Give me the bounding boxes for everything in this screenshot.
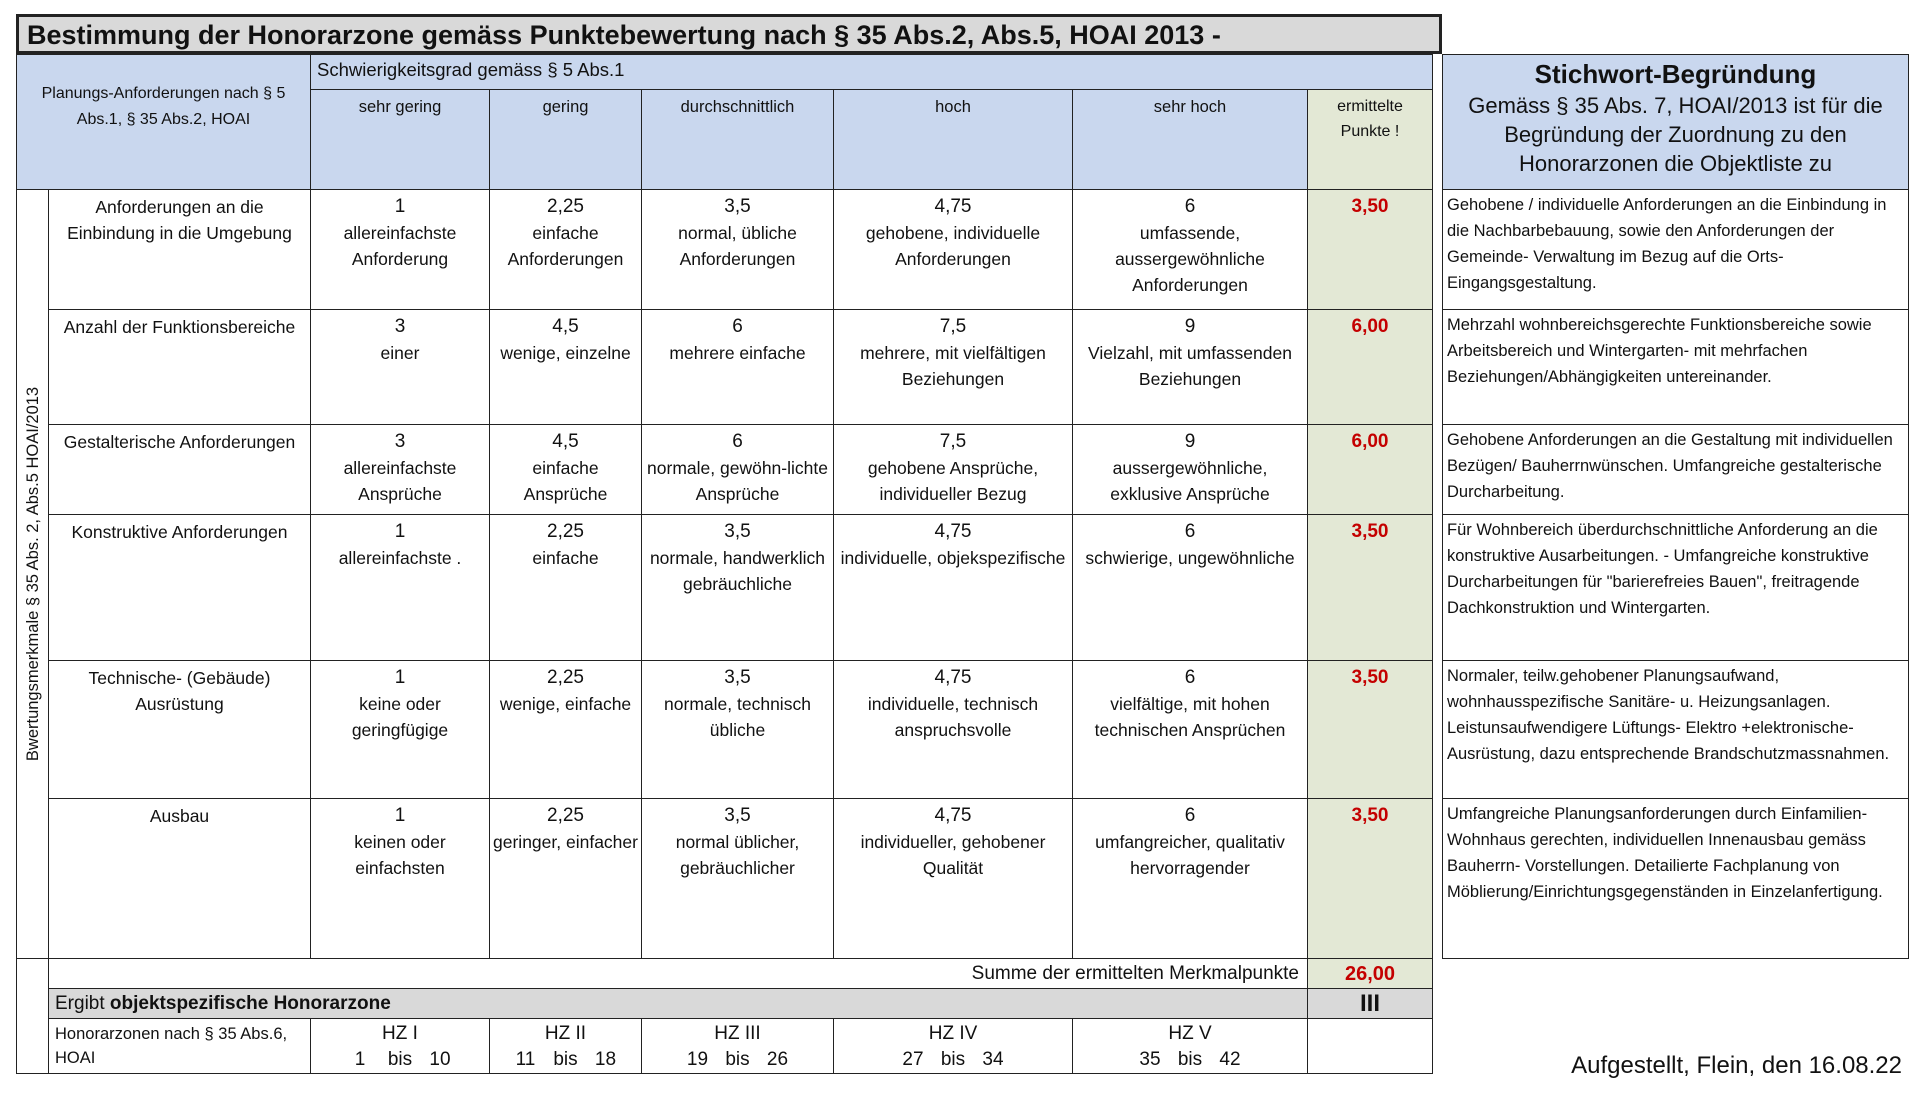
rating-cell: [490, 661, 642, 799]
row-label: Anzahl der Funktionsbereiche: [49, 310, 311, 425]
honorarzone-cell: [642, 1019, 834, 1074]
rating-points: 1: [394, 805, 406, 826]
rating-cell: [642, 515, 834, 661]
range-bis: bis: [725, 1049, 750, 1070]
rating-description: geringer, einfacher: [493, 832, 638, 852]
rating-description: normal, übliche Anforderungen: [678, 223, 797, 269]
result-bold: objektspezifische Honorarzone: [109, 992, 391, 1014]
rating-cell: [834, 310, 1073, 425]
row-label: Technische- (Gebäude) Ausrüstung: [49, 661, 311, 799]
rating-cell: [642, 661, 834, 799]
rating-description: allereinfachste .: [338, 548, 462, 568]
rating-description: vielfältige, mit hohen technischen Ansprüchen: [1094, 694, 1286, 740]
vertical-label-cell: [17, 190, 49, 959]
rating-description: individueller, gehobener Qualität: [860, 832, 1046, 878]
rating-points: 6: [1184, 667, 1196, 688]
rating-description: mehrere, mit vielfältigen Beziehungen: [860, 343, 1046, 389]
justification-header: [1443, 55, 1909, 190]
rating-description: wenige, einzelne: [500, 343, 631, 363]
left-margin-cell: [17, 959, 49, 1074]
rating-points: 7,5: [939, 431, 967, 452]
rating-points: 4,75: [934, 521, 972, 542]
rating-description: einfache: [532, 548, 599, 568]
rating-points: 3,5: [724, 805, 751, 826]
rating-cell: [642, 425, 834, 515]
rating-description: allereinfachste Ansprüche: [343, 458, 457, 504]
rating-description: normale, gewöhn-lichte Ansprüche: [647, 458, 828, 504]
honorarzone-name: HZ III: [714, 1023, 761, 1044]
rating-points: 4,5: [552, 431, 579, 452]
honorarzone-name: HZ IV: [928, 1023, 978, 1044]
rating-points: 9: [1184, 316, 1196, 337]
column-header-sehr-gering: sehr gering: [311, 90, 490, 190]
rating-points: 1: [394, 521, 406, 542]
planning-requirements-header: Planungs-Anforderungen nach § 5 Abs.1, § 35 Abs.2, HOAI: [17, 55, 311, 190]
justification-intro: Gemäss § 35 Abs. 7, HOAI/2013 ist für die Begründung der Zuordnung zu den Honorarzonen die Objektliste zu: [1468, 93, 1883, 176]
range-to: 18: [594, 1049, 617, 1070]
honorarzonen-label: Honorarzonen nach § 35 Abs.6, HOAI: [49, 1019, 311, 1074]
rating-cell: [642, 310, 834, 425]
rating-points: 2,25: [547, 521, 584, 542]
rating-description: gehobene Ansprüche, individueller Bezug: [867, 458, 1039, 504]
determined-points: 3,50: [1308, 799, 1433, 959]
rating-points: 2,25: [547, 805, 584, 826]
rating-description: einfache Ansprüche: [523, 458, 608, 504]
determined-points: 3,50: [1308, 190, 1433, 310]
honorarzone-name: HZ V: [1168, 1023, 1212, 1044]
rating-description: einfache Anforderungen: [507, 223, 624, 269]
rating-description: aussergewöhnliche, exklusive Ansprüche: [1110, 458, 1270, 504]
document-title: Bestimmung der Honorarzone gemäss Punktebewertung nach § 35 Abs.2, Abs.5, HOAI 2013 -: [16, 14, 1442, 54]
rating-points: 4,75: [934, 196, 972, 217]
rating-points: 3: [394, 431, 406, 452]
rating-cell: [834, 661, 1073, 799]
rating-description: normale, handwerklich gebräuchliche: [649, 548, 826, 594]
range-bis: bis: [940, 1049, 966, 1070]
rating-description: umfangreicher, qualitativ hervorragender: [1095, 832, 1285, 878]
honorarzone-result: III: [1308, 989, 1433, 1019]
range-to: 26: [766, 1049, 789, 1070]
honorarzone-range: [314, 1047, 486, 1073]
honorarzone-range: [837, 1047, 1069, 1073]
rating-cell: [1073, 515, 1308, 661]
honorarzone-name: HZ I: [382, 1023, 418, 1044]
column-header-hoch: hoch: [834, 90, 1073, 190]
rating-cell: [311, 799, 490, 959]
rating-points: 4,75: [934, 805, 972, 826]
rating-points: 3: [394, 316, 406, 337]
rating-cell: [642, 190, 834, 310]
honorarzone-cell: [490, 1019, 642, 1074]
range-from: 27: [902, 1049, 924, 1070]
rating-description: keine oder geringfügige: [351, 694, 449, 740]
rating-description: keinen oder einfachsten: [354, 832, 446, 878]
column-header-gering: gering: [490, 90, 642, 190]
empty-cell: [1308, 1019, 1433, 1074]
honorarzone-cell: [1073, 1019, 1308, 1074]
rating-description: mehrere einfache: [669, 343, 806, 363]
rating-points: 1: [394, 667, 406, 688]
honorarzone-range: [645, 1047, 830, 1073]
evaluation-table: [16, 54, 1433, 1074]
rating-cell: [1073, 799, 1308, 959]
rating-points: 6: [1184, 805, 1196, 826]
justification-text: Gehobene Anforderungen an die Gestaltung mit individuellen Bezügen/ Bauherrnwünschen. Umfangreiche gestalterische Durcharbeitung.: [1443, 425, 1909, 515]
sum-value: 26,00: [1308, 959, 1433, 989]
difficulty-header: Schwierigkeitsgrad gemäss § 5 Abs.1: [311, 55, 1433, 90]
justification-table: [1442, 54, 1909, 959]
range-from: 11: [515, 1049, 536, 1070]
rating-points: 4,5: [552, 316, 579, 337]
rating-cell: [1073, 425, 1308, 515]
rating-description: individuelle, objekspezifische: [840, 548, 1066, 568]
rating-cell: [311, 425, 490, 515]
justification-text: Normaler, teilw.gehobener Planungsaufwand, wohnhausspezifische Sanitäre- u. Heizungsanlagen. Leistunsaufwendigere Lüftungs- Elektro +elektronische-Ausrüstung, dazu entsprechende Brandschutzmassnahmen.: [1443, 661, 1909, 799]
determined-points: 3,50: [1308, 515, 1433, 661]
honorarzone-name: HZ II: [544, 1023, 587, 1044]
rating-points: 6: [1184, 521, 1196, 542]
rating-cell: [490, 425, 642, 515]
justification-text: Für Wohnbereich überdurchschnittliche Anforderung an die konstruktive Ausarbeitungen. - Umfangreiche konstruktive Durcharbeitungen für "barierefreies Bauen", freitragende Dachkonstruktion und Wintergarten.: [1443, 515, 1909, 661]
rating-description: gehobene, individuelle Anforderungen: [865, 223, 1041, 269]
rating-description: allereinfachste Anforderung: [343, 223, 457, 269]
rating-points: 1: [394, 196, 406, 217]
rating-points: 3,5: [724, 667, 751, 688]
honorarzone-range: [1076, 1047, 1304, 1073]
sum-label: Summe der ermittelten Merkmalpunkte: [49, 959, 1308, 989]
range-from: 19: [686, 1049, 709, 1070]
justification-heading: Stichwort-Begründung: [1534, 59, 1817, 89]
rating-cell: [311, 661, 490, 799]
determined-points: 6,00: [1308, 425, 1433, 515]
row-label: Anforderungen an die Einbindung in die Umgebung: [49, 190, 311, 310]
rating-points: 2,25: [547, 667, 584, 688]
rating-points: 6: [1184, 196, 1196, 217]
rating-description: normal üblicher, gebräuchlicher: [675, 832, 800, 878]
row-label: Gestalterische Anforderungen: [49, 425, 311, 515]
rating-description: normale, technisch übliche: [664, 694, 811, 740]
rating-points: 3,5: [724, 521, 751, 542]
range-bis: bis: [1177, 1049, 1203, 1070]
rating-points: 2,25: [547, 196, 584, 217]
range-to: 42: [1219, 1049, 1241, 1070]
result-label: [49, 989, 1308, 1019]
determined-points: 6,00: [1308, 310, 1433, 425]
rating-cell: [834, 515, 1073, 661]
justification-text: Gehobene / individuelle Anforderungen an die Einbindung in die Nachbarbebauung, sowie den Anforderungen der Gemeinde- Verwaltung im Bezug auf die Orts-Eingangsgestaltung.: [1443, 190, 1909, 310]
rating-points: 4,75: [934, 667, 972, 688]
honorarzone-range: [493, 1047, 638, 1073]
range-to: 10: [429, 1049, 451, 1070]
rating-points: 6: [732, 431, 743, 452]
result-prefix: Ergibt: [55, 992, 110, 1014]
rating-description: einer: [380, 343, 420, 363]
range-bis: bis: [553, 1049, 578, 1070]
justification-text: Mehrzahl wohnbereichsgerechte Funktionsbereiche sowie Arbeitsbereich und Wintergarten- mit mehrfachen Beziehungen/Abhängigkeiten untereinander.: [1443, 310, 1909, 425]
points-header: ermittelte Punkte !: [1308, 90, 1433, 190]
rating-cell: [1073, 310, 1308, 425]
row-label: Ausbau: [49, 799, 311, 959]
rating-cell: [490, 190, 642, 310]
rating-cell: [490, 310, 642, 425]
honorarzone-cell: [311, 1019, 490, 1074]
footer-signature: Aufgestellt, Flein, den 16.08.22: [1571, 1052, 1902, 1079]
rating-cell: [311, 310, 490, 425]
rating-description: individuelle, technisch anspruchsvolle: [867, 694, 1039, 740]
determined-points: 3,50: [1308, 661, 1433, 799]
rating-cell: [490, 515, 642, 661]
rating-cell: [834, 425, 1073, 515]
rating-cell: [1073, 661, 1308, 799]
range-from: 1: [354, 1049, 366, 1070]
rating-cell: [311, 190, 490, 310]
range-bis: bis: [387, 1049, 413, 1070]
row-label: Konstruktive Anforderungen: [49, 515, 311, 661]
rating-cell: [834, 190, 1073, 310]
rating-points: 3,5: [724, 196, 751, 217]
rating-description: umfassende, aussergewöhnliche Anforderungen: [1115, 223, 1265, 295]
rating-cell: [1073, 190, 1308, 310]
rating-cell: [490, 799, 642, 959]
rating-description: wenige, einfache: [499, 694, 632, 714]
range-to: 34: [982, 1049, 1004, 1070]
rating-cell: [834, 799, 1073, 959]
honorarzone-cell: [834, 1019, 1073, 1074]
rating-points: 7,5: [939, 316, 967, 337]
column-header-durchschnittlich: durchschnittlich: [642, 90, 834, 190]
vertical-label: Bwertungsmerkmale § 35 Abs. 2, Abs.5 HOAI/2013: [23, 386, 42, 762]
rating-points: 9: [1184, 431, 1196, 452]
column-header-sehr-hoch: sehr hoch: [1073, 90, 1308, 190]
rating-cell: [311, 515, 490, 661]
rating-description: schwierige, ungewöhnliche: [1085, 548, 1295, 568]
justification-text: Umfangreiche Planungsanforderungen durch Einfamilien-Wohnhaus gerechten, individuellen Innenausbau gemäss Bauherrn- Vorstellungen. Detailierte Fachplanung von Möblierung/Einrichtungsgegenständen in Einzelanfertigung.: [1443, 799, 1909, 959]
rating-description: Vielzahl, mit umfassenden Beziehungen: [1088, 343, 1292, 389]
range-from: 35: [1139, 1049, 1161, 1070]
rating-cell: [642, 799, 834, 959]
rating-points: 6: [732, 316, 743, 337]
